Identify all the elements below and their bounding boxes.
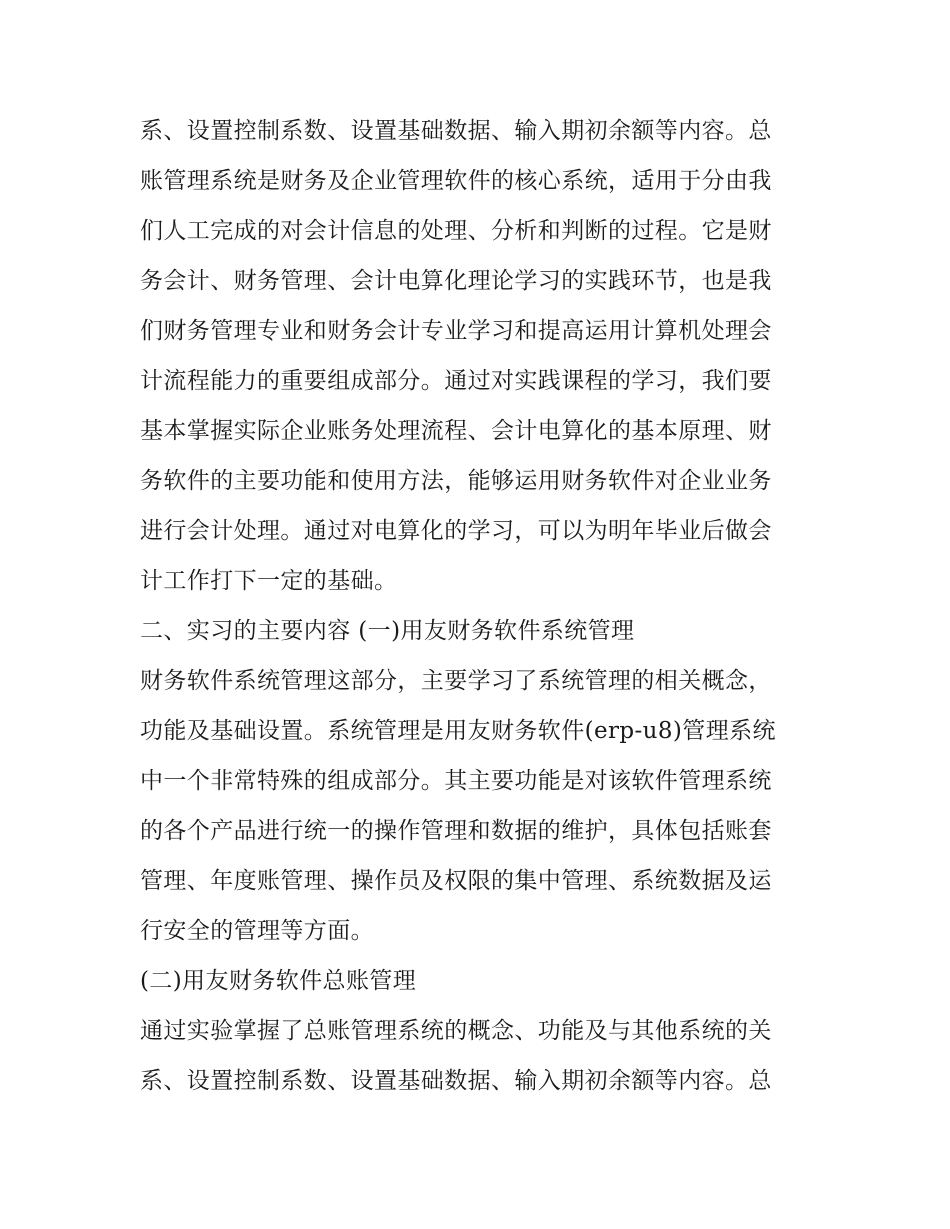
text-line-3: 们人工完成的对会计信息的处理、分析和判断的过程。它是财 (140, 218, 772, 244)
text-line-19: 通过实验掌握了总账管理系统的概念、功能及与其他系统的关 (140, 1018, 772, 1044)
text-line-1: 系、设置控制系数、设置基础数据、输入期初余额等内容。总 (140, 118, 772, 144)
text-line-14: 中一个非常特殊的组成部分。其主要功能是对该软件管理系统 (140, 768, 772, 794)
text-line-5: 们财务管理专业和财务会计专业学习和提高运用计算机处理会 (140, 318, 772, 344)
section-heading-2: (二)用友财务软件总账管理 (140, 968, 417, 994)
section-heading-1: 二、实习的主要内容 (一)用友财务软件系统管理 (140, 618, 635, 644)
text-line-12: 财务软件系统管理这部分，主要学习了系统管理的相关概念， (140, 668, 772, 694)
text-line-20: 系、设置控制系数、设置基础数据、输入期初余额等内容。总 (140, 1068, 772, 1094)
text-line-16: 管理、年度账管理、操作员及权限的集中管理、系统数据及运 (140, 868, 772, 894)
text-line-10: 计工作打下一定的基础。 (140, 568, 398, 594)
text-line-17: 行安全的管理等方面。 (140, 918, 374, 944)
text-line-7: 基本掌握实际企业账务处理流程、会计电算化的基本原理、财 (140, 418, 772, 444)
text-line-8: 务软件的主要功能和使用方法，能够运用财务软件对企业业务 (140, 468, 772, 494)
text-line-15: 的各个产品进行统一的操作管理和数据的维护，具体包括账套 (140, 818, 772, 844)
text-line-13: 功能及基础设置。系统管理是用友财务软件(erp-u8)管理系统 (140, 718, 776, 744)
text-line-4: 务会计、财务管理、会计电算化理论学习的实践环节，也是我 (140, 268, 772, 294)
text-line-2: 账管理系统是财务及企业管理软件的核心系统，适用于分由我 (140, 168, 772, 194)
text-line-6: 计流程能力的重要组成部分。通过对实践课程的学习，我们要 (140, 368, 772, 394)
text-line-9: 进行会计处理。通过对电算化的学习，可以为明年毕业后做会 (140, 518, 772, 544)
